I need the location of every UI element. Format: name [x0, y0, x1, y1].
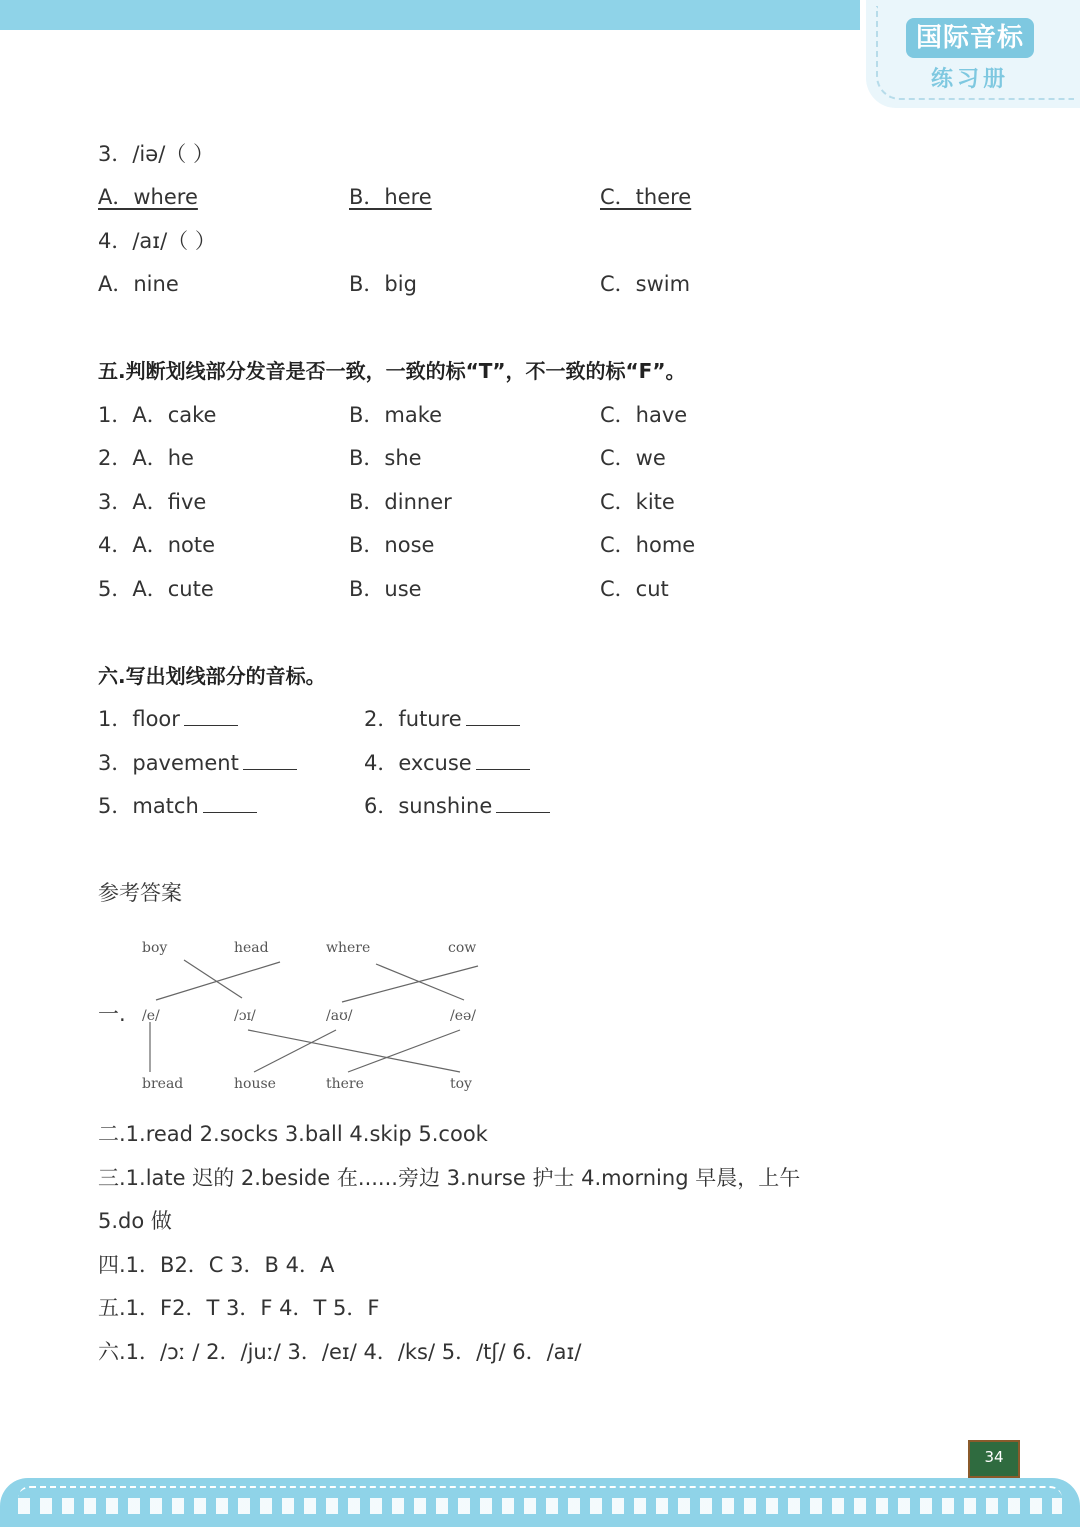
answer-five: 五.1．F2．T 3．F 4．T 5．F — [98, 1296, 380, 1320]
badge-title: 国际音标 — [906, 18, 1034, 58]
s6-item4-text: 4．excuse — [364, 751, 472, 775]
s5-row4-c: C．home — [600, 533, 696, 557]
answer-three-b: 5.do 做 — [98, 1209, 172, 1233]
s5-row5-a: 5．A．cute — [98, 577, 214, 601]
answer-six: 六.1．/ɔː / 2．/juː/ 3．/eɪ/ 4．/ks/ 5．/tʃ/ 6．/aɪ/ — [98, 1340, 582, 1364]
q3-option-b: B．here — [349, 185, 432, 209]
s6-item5-text: 5．match — [98, 794, 199, 818]
section5-title: 五.判断划线部分发音是否一致，一致的标“T”，不一致的标“F”。 — [98, 359, 686, 383]
match-line — [376, 964, 464, 1000]
q3-option-c: C．there — [600, 185, 692, 209]
diagram-top-1: boy — [142, 940, 168, 956]
s5-row4-a: 4．A．note — [98, 533, 216, 557]
s6-item2 — [364, 705, 520, 733]
s5-row5-c: C．cut — [600, 577, 669, 601]
match-line — [184, 960, 242, 998]
s6-item4 — [364, 749, 530, 777]
s5-row3-b: B．dinner — [349, 490, 452, 514]
answer-blank[interactable] — [496, 792, 550, 813]
answers-title: 参考答案 — [98, 881, 182, 905]
diagram-mid-4: /eə/ — [450, 1008, 477, 1024]
top-band — [0, 0, 860, 30]
header-badge — [866, 0, 1080, 108]
s5-row3-a: 3．A．five — [98, 490, 207, 514]
q3-option-a: A．where — [98, 185, 198, 209]
s5-row3-c: C．kite — [600, 490, 675, 514]
answer-two: 二.1.read 2.socks 3.ball 4.skip 5.cook — [98, 1122, 488, 1146]
diagram-mid-2: /ɔɪ/ — [234, 1008, 256, 1024]
answer-blank[interactable] — [184, 705, 238, 726]
answer-four: 四.1．B2．C 3．B 4．A — [98, 1253, 335, 1277]
s6-item3 — [98, 749, 297, 777]
answer-blank[interactable] — [243, 749, 297, 770]
q4-option-c: C．swim — [600, 272, 691, 296]
s5-row1-c: C．have — [600, 403, 688, 427]
s5-row2-c: C．we — [600, 446, 666, 470]
q4-label: 4．/aɪ/（ ） — [98, 229, 216, 253]
footer-square-pattern — [18, 1498, 1062, 1514]
diagram-bot-2: house — [234, 1076, 276, 1092]
s6-item3-text: 3．pavement — [98, 751, 239, 775]
diagram-top-4: cow — [448, 940, 477, 956]
match-line — [348, 1030, 460, 1072]
s5-row4-b: B．nose — [349, 533, 435, 557]
diagram-bot-1: bread — [142, 1076, 184, 1092]
match-line — [254, 1030, 336, 1072]
s6-item1 — [98, 705, 238, 733]
footer-band — [0, 1478, 1080, 1527]
q4-option-a: A．nine — [98, 272, 179, 296]
match-line — [248, 1030, 460, 1072]
q3-label: 3．/iə/（ ） — [98, 142, 214, 166]
s5-row2-b: B．she — [349, 446, 422, 470]
page-number: 34 — [984, 1448, 1004, 1466]
s6-item6 — [364, 792, 550, 820]
match-line — [156, 962, 280, 1000]
s6-item6-text: 6．sunshine — [364, 794, 493, 818]
q4-option-b: B．big — [349, 272, 417, 296]
top-band-edge — [850, 0, 864, 30]
diagram-bot-3: there — [326, 1076, 364, 1092]
badge-subtitle: 练习册 — [930, 67, 1009, 92]
answer-blank[interactable] — [466, 705, 520, 726]
s5-row5-b: B．use — [349, 577, 422, 601]
diagram-bot-4: toy — [450, 1076, 472, 1092]
answer-three-a: 三.1.late 迟的 2.beside 在......旁边 3.nurse 护士 4.morning 早晨，上午 — [98, 1166, 801, 1190]
diagram-top-2: head — [234, 940, 269, 956]
s5-row1-a: 1．A．cake — [98, 403, 217, 427]
diagram-top-3: where — [326, 940, 371, 956]
match-line — [342, 966, 478, 1002]
s5-row2-a: 2．A．he — [98, 446, 194, 470]
diagram-mid-1: /e/ — [142, 1008, 160, 1024]
footer-dashed-border — [18, 1486, 1062, 1498]
s6-item2-text: 2．future — [364, 707, 462, 731]
answer-one-label: 一. — [98, 1002, 126, 1026]
s6-item1-text: 1．floor — [98, 707, 180, 731]
diagram-mid-3: /aʊ/ — [326, 1008, 353, 1024]
answer-blank[interactable] — [476, 749, 530, 770]
s6-item5 — [98, 792, 257, 820]
answer-blank[interactable] — [203, 792, 257, 813]
matching-diagram — [126, 926, 496, 1098]
section6-title: 六.写出划线部分的音标。 — [98, 664, 326, 688]
s5-row1-b: B．make — [349, 403, 443, 427]
